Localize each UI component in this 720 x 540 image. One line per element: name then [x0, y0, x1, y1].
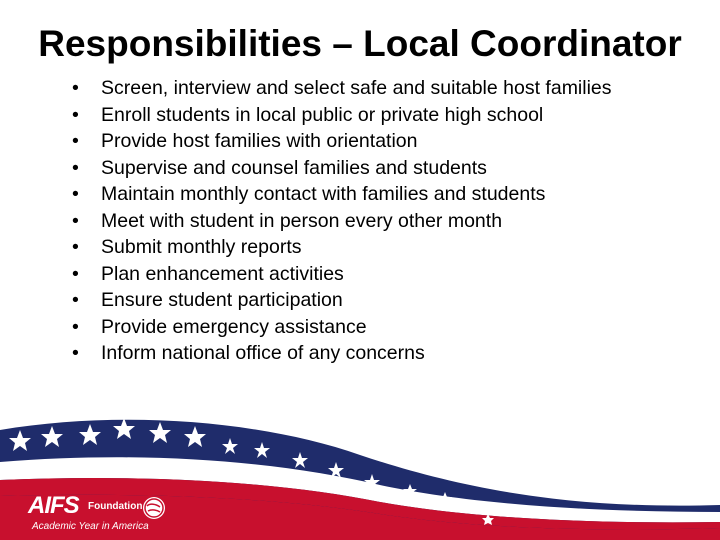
bullet-dot: • [72, 156, 79, 179]
list-item [72, 289, 632, 311]
bullet-dot: • [72, 209, 79, 232]
bullet-dot: • [72, 130, 79, 152]
bullet-text: Maintain monthly contact with families and students [101, 183, 546, 205]
bullet-list [72, 77, 632, 372]
bullet-dot: • [72, 262, 79, 285]
bullet-dot: • [72, 289, 79, 311]
bullet-dot: • [72, 103, 79, 126]
slide-title: Responsibilities – Local Coordinator [38, 23, 682, 64]
list-item [72, 77, 632, 99]
list-item [72, 342, 632, 364]
list-item [72, 209, 632, 232]
list-item [72, 156, 632, 179]
bullet-dot: • [72, 315, 79, 338]
logo-sub-text: Foundation [88, 501, 143, 512]
bullet-text: Ensure student participation [101, 289, 343, 311]
bullet-text: Provide emergency assistance [101, 315, 367, 338]
list-item [72, 315, 632, 338]
list-item [72, 262, 632, 285]
logo-tagline: Academic Year in America [32, 521, 149, 532]
bullet-dot: • [72, 77, 79, 99]
list-item [72, 236, 632, 258]
bullet-text: Supervise and counsel families and students [101, 156, 487, 179]
bullet-text: Screen, interview and select safe and suitable host families [101, 77, 612, 99]
list-item [72, 103, 632, 126]
aifs-logo [28, 492, 168, 532]
bullet-dot: • [72, 342, 79, 364]
list-item [72, 130, 632, 152]
bullet-text: Submit monthly reports [101, 236, 302, 258]
bullet-text: Inform national office of any concerns [101, 342, 425, 364]
bullet-text: Provide host families with orientation [101, 130, 418, 152]
bullet-dot: • [72, 236, 79, 258]
bullet-text: Plan enhancement activities [101, 262, 344, 285]
logo-main-text: AIFS [28, 492, 79, 519]
bullet-text: Enroll students in local public or private high school [101, 103, 544, 126]
bullet-text: Meet with student in person every other month [101, 209, 503, 232]
list-item [72, 183, 632, 205]
bullet-dot: • [72, 183, 79, 205]
globe-icon [142, 496, 166, 520]
